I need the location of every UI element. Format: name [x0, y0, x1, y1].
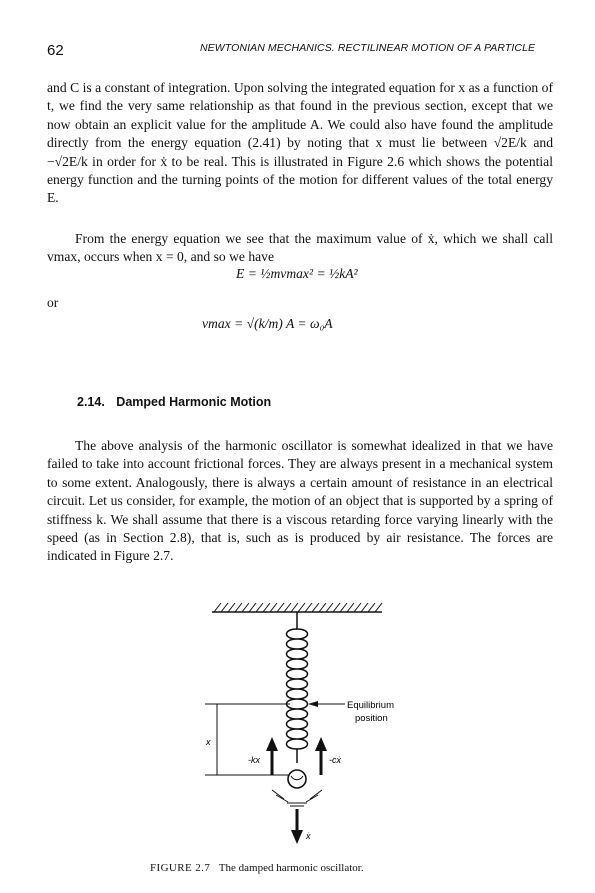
x-label: x — [206, 737, 211, 747]
caption-text: The damped harmonic oscillator. — [218, 862, 364, 874]
paragraph-1: and C is a constant of integration. Upon solving the integrated equation for x as a function of t, we find the very same relationship as that found in the previous section, except that we now obtain an explicit value for the amplitude A. We could also have found the amplitude directly from the energy equation (2.41) by noting that x must lie between √2E/k and −√2E/k in order for ẋ to be real. This is illustrated in Figure 2.6 which shows the potential energy function and the turning points of the motion for different values of the total energy E. — [47, 80, 553, 206]
damping-force-arrowhead — [315, 737, 327, 751]
section-title: Damped Harmonic Motion — [116, 395, 272, 409]
equation-energy: E = ½mvmax² = ½kA² — [236, 266, 358, 281]
damping-force-label: -cẋ — [329, 755, 341, 765]
figure-caption — [150, 862, 364, 874]
equation-vmax: vmax = √(k/m) A = ω₀A — [202, 316, 333, 331]
equilibrium-label: Equilibrium — [347, 700, 394, 711]
section-heading — [77, 395, 271, 409]
air-resistance-marks — [272, 790, 322, 806]
spring-force-label: -kx — [248, 755, 260, 765]
running-head: NEWTONIAN MECHANICS. RECTILINEAR MOTION OF A PARTICLE — [200, 42, 536, 54]
section-number: 2.14. — [77, 395, 105, 409]
equilibrium-arrowhead — [308, 701, 318, 707]
paragraph-2: From the energy equation we see that the maximum value of ẋ, which we shall call vmax, occurs when x = 0, and so we have — [47, 231, 553, 265]
caption-label: FIGURE 2.7 — [150, 862, 211, 874]
position-label: position — [355, 713, 388, 724]
velocity-label: ẋ — [306, 831, 311, 841]
paragraph-3: The above analysis of the harmonic oscillator is somewhat idealized in that we have failed to take into account frictional forces. They are always present in a mechanical system to some extent. Analogously, there is always a certain amount of resistance in an electrical circuit. Let us consider, for example, the motion of an object that is supported by a spring of stiffness k. We shall assume that there is a viscous retarding force varying linearly with the speed (as in Section 2.8), that is, such as is produced by air resistance. The forces are indicated in Figure 2.7. — [47, 438, 553, 564]
velocity-arrowhead — [291, 830, 303, 844]
page-number: 62 — [47, 42, 64, 59]
mass-ball — [288, 770, 306, 788]
spring-back-coils — [287, 629, 298, 749]
spring-force-arrowhead — [266, 737, 278, 751]
spring — [297, 612, 308, 763]
ceiling-support — [212, 603, 382, 612]
or-text: or — [47, 295, 59, 310]
damped-oscillator-figure — [0, 595, 595, 865]
